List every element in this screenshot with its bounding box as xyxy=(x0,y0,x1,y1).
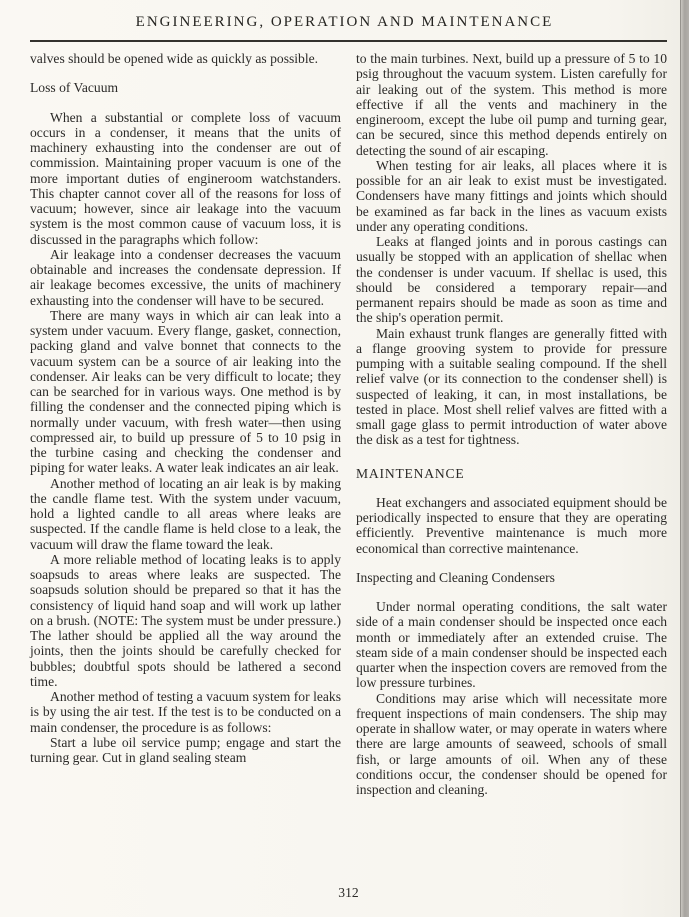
paragraph: Main exhaust trunk flanges are generally fitted with a flange grooving system to provide for pressure pumping with a suitable sealing compound. If the shell relief valve (or its connection to the condenser shell) is suspected of leaking, it can, in most installations, be tested in place. Most shell relief valves are fitted with a small gage glass to permit introduction of water above the disk as a test for tightness. xyxy=(356,325,667,448)
right-column xyxy=(356,51,667,797)
paragraph: Another method of testing a vacuum system for leaks is by using the air test. If the test is to be conducted on a main condenser, the procedure is as follows: xyxy=(30,689,341,735)
paragraph: Under normal operating conditions, the salt water side of a main condenser should be inspected once each month or immediately after an extended cruise. The steam side of a main condenser should be inspected each quarter when the inspection covers are removed from the low pressure turbines. xyxy=(356,599,667,691)
paragraph: There are many ways in which air can leak into a system under vacuum. Every flange, gasket, connection, packing gland and valve bonnet that connects to the vacuum system can be a source of air leaking into the condenser. Air leaks can be very difficult to locate; they can be searched for in various ways. One method is by filling the condenser and the connected piping which is normally under vacuum, with fresh water—then using compressed air, to build up pressure of 5 to 10 psig in the turbine casing and checking the condenser and piping for water leaks. A water leak indicates an air leak. xyxy=(30,307,341,476)
paragraph: Leaks at flanged joints and in porous castings can usually be stopped with an application of shellac when the condenser is under vacuum. If shellac is used, this should be considered a temporary repair—and permanent repairs should be made as soon as time and the ship's operation permit. xyxy=(356,234,667,326)
paragraph: Another method of locating an air leak is by making the candle flame test. With the system under vacuum, hold a lighted candle to all areas where leaks are suspected. If the candle flame is held close to a leak, the vacuum will draw the flame toward the leak. xyxy=(30,475,341,552)
section-heading-loss-of-vacuum: Loss of Vacuum xyxy=(30,80,119,96)
two-column-text-body xyxy=(0,42,689,797)
left-column xyxy=(30,51,341,797)
paragraph: A more reliable method of locating leaks is to apply soapsuds to areas where leaks are suspected. The soapsuds solution should be prepared so that it has the consistency of liquid hand soap and will work up lather on a brush. (NOTE: The system must be under pressure.) The lather should be applied all the way around the joints, then the joints should be carefully checked for bubbles; doubtful spots should be lathered a second time. xyxy=(30,551,341,689)
paragraph: Start a lube oil service pump; engage and start the turning gear. Cut in gland sealing steam xyxy=(30,734,341,765)
paragraph-continuation: to the main turbines. Next, build up a pressure of 5 to 10 psig throughout the vacuum system. Listen carefully for air leaking out of the system. This method is more effective if all the vents and machinery in the engineroom, except the lube oil pump and turning gear, can be secured, since this method depends entirely on detecting the sound of air escaping. xyxy=(356,51,667,158)
section-heading-maintenance: MAINTENANCE xyxy=(356,465,465,481)
paragraph: When a substantial or complete loss of vacuum occurs in a condenser, it means that the units of machinery exhausting into the condenser are out of commission. Maintaining proper vacuum is one of the more important duties of engineroom watchstanders. This chapter cannot cover all of the reasons for loss of vacuum; however, since air leakage into the vacuum system is the most common cause of vacuum loss, it is discussed in the paragraphs which follow: xyxy=(30,109,341,247)
paragraph: Conditions may arise which will necessitate more frequent inspections of main condensers. The ship may operate in shallow water, or may operate in waters where there are large amounts of seaweed, schools of small fish, or large amounts of oil. When any of these conditions occur, the condenser should be opened for inspection and cleaning. xyxy=(356,690,667,797)
paragraph: Heat exchangers and associated equipment should be periodically inspected to ensure that they are operating efficiently. Preventive maintenance is much more economical than corrective maintenance. xyxy=(356,494,667,556)
paragraph: Air leakage into a condenser decreases the vacuum obtainable and increases the condensate depression. If air leakage becomes excessive, the units of machinery exhausting into the condenser will have to be secured. xyxy=(30,246,341,308)
paragraph: When testing for air leaks, all places where it is possible for an air leak to exist must be investigated. Condensers have many fittings and joints which should be examined as far back in the lines as vacuum exists under any operating conditions. xyxy=(356,157,667,234)
section-heading-inspecting-cleaning-condensers: Inspecting and Cleaning Condensers xyxy=(356,569,555,585)
scanner-edge-shadow xyxy=(680,0,689,917)
page-number: 312 xyxy=(338,885,359,900)
page-header-title: ENGINEERING, OPERATION AND MAINTENANCE xyxy=(135,14,554,30)
page-header xyxy=(0,0,689,42)
paragraph-continuation: valves should be opened wide as quickly as possible. xyxy=(30,51,319,66)
